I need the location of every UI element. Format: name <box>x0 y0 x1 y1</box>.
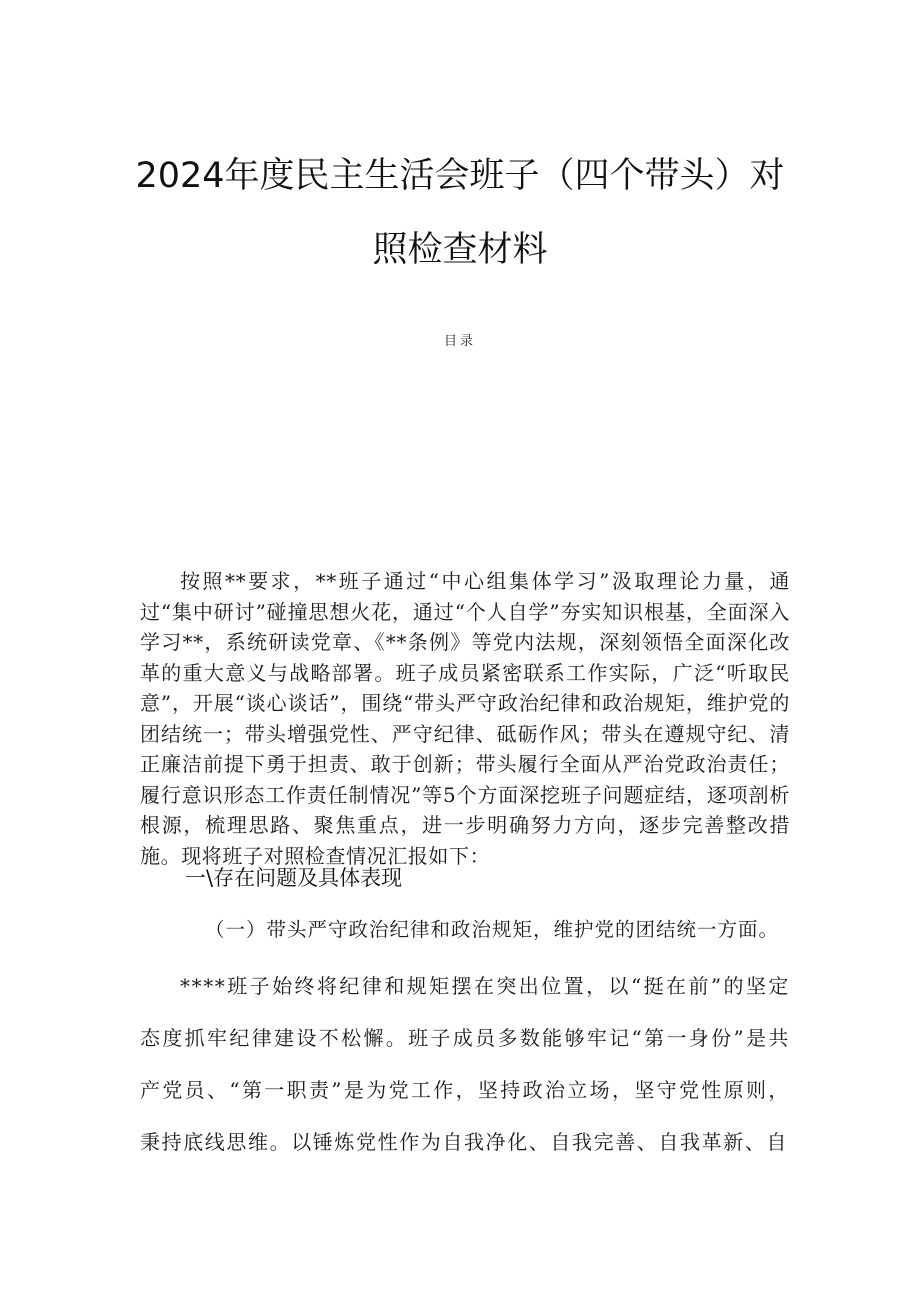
subsection-heading: （一）带头严守政治纪律和政治规矩，维护党的团结统一方面。 <box>205 918 780 941</box>
intro-paragraph: 按照**要求，**班子通过“中心组集体学习”汲取理论力量，通过“集中研讨”碰撞思想火花，通过“个人自学”夯实知识根基，全面深入学习**，系统研读党章、《**条例》等党内法规，深刻领悟全面深化改革的重大意义与战略部署。班子成员紧密联系工作实际，广泛“听取民意”，开展“谈心谈话”，围绕“带头严守政治纪律和政治规矩，维护党的团结统一；带头增强党性、严守纪律、砥砺作风；带头在遵规守纪、清正廉洁前提下勇于担责、敢于创新；带头履行全面从严治党政治责任；履行意识形态工作责任制情况”等5个方面深挖班子问题症结，逐项剖析根源，梳理思路、聚焦重点，进一步明确努力方向，逐步完善整改措施。现将班子对照检查情况汇报如下： <box>140 569 790 868</box>
section-heading: 一\存在问题及具体表现 <box>185 866 403 890</box>
document-title-line-1: 2024年度民主生活会班子（四个带头）对 <box>135 156 785 196</box>
document-title-line-2: 照检查材料 <box>372 230 548 270</box>
body-paragraph: ****班子始终将纪律和规矩摆在突出位置，以“挺在前”的坚定态度抓牢纪律建设不松懈。班子成员多数能够牢记“第一身份”是共产党员、“第一职责”是为党工作，坚持政治立场，坚守党性原则，秉持底线思维。以锤炼党性作为自我净化、自我完善、自我革新、自 <box>140 974 790 1154</box>
table-of-contents-label: 目录 <box>443 334 476 349</box>
